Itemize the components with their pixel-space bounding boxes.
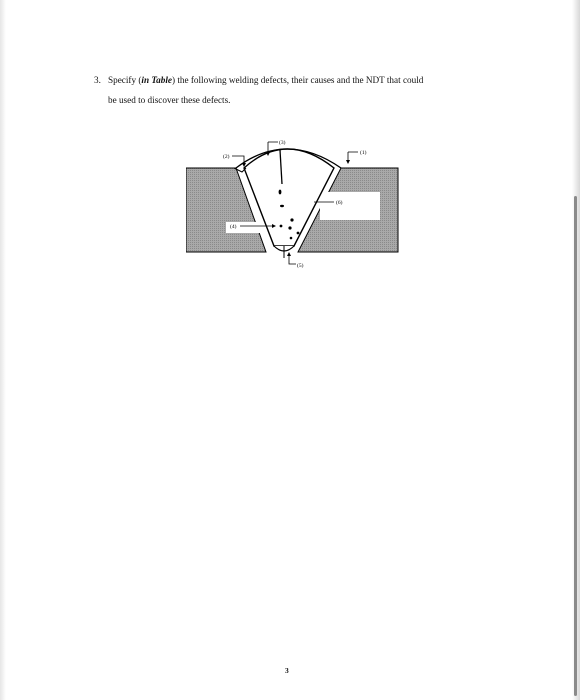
question-line-2: be used to discover these defects. (108, 95, 231, 105)
pore (280, 205, 284, 207)
pore (288, 226, 291, 229)
lack-of-fusion-region (320, 192, 380, 220)
page-number: 3 (285, 666, 289, 675)
page-shadow-left (0, 0, 6, 700)
pore (279, 190, 282, 195)
label-2: (2) (223, 154, 230, 160)
label-4: (4) (230, 224, 237, 230)
question-text-after: ) the following welding defects, their causes and the NDT that could (171, 75, 424, 85)
question-emphasis: in Table (141, 75, 172, 85)
leader-2 (232, 156, 244, 164)
weld-defects-diagram (186, 134, 401, 279)
label-6: (6) (336, 200, 343, 206)
pore (297, 232, 300, 235)
question-3 (94, 70, 524, 110)
vertical-scrollbar[interactable] (574, 196, 577, 696)
question-text-before: Specify ( (108, 75, 142, 85)
question-line-1 (94, 70, 524, 90)
pore (280, 225, 283, 228)
question-number: 3. (94, 75, 101, 85)
label-5: (5) (297, 263, 304, 269)
label-1: (1) (360, 150, 367, 156)
label-3: (3) (279, 140, 286, 146)
pore (290, 218, 293, 221)
pore (290, 237, 293, 240)
